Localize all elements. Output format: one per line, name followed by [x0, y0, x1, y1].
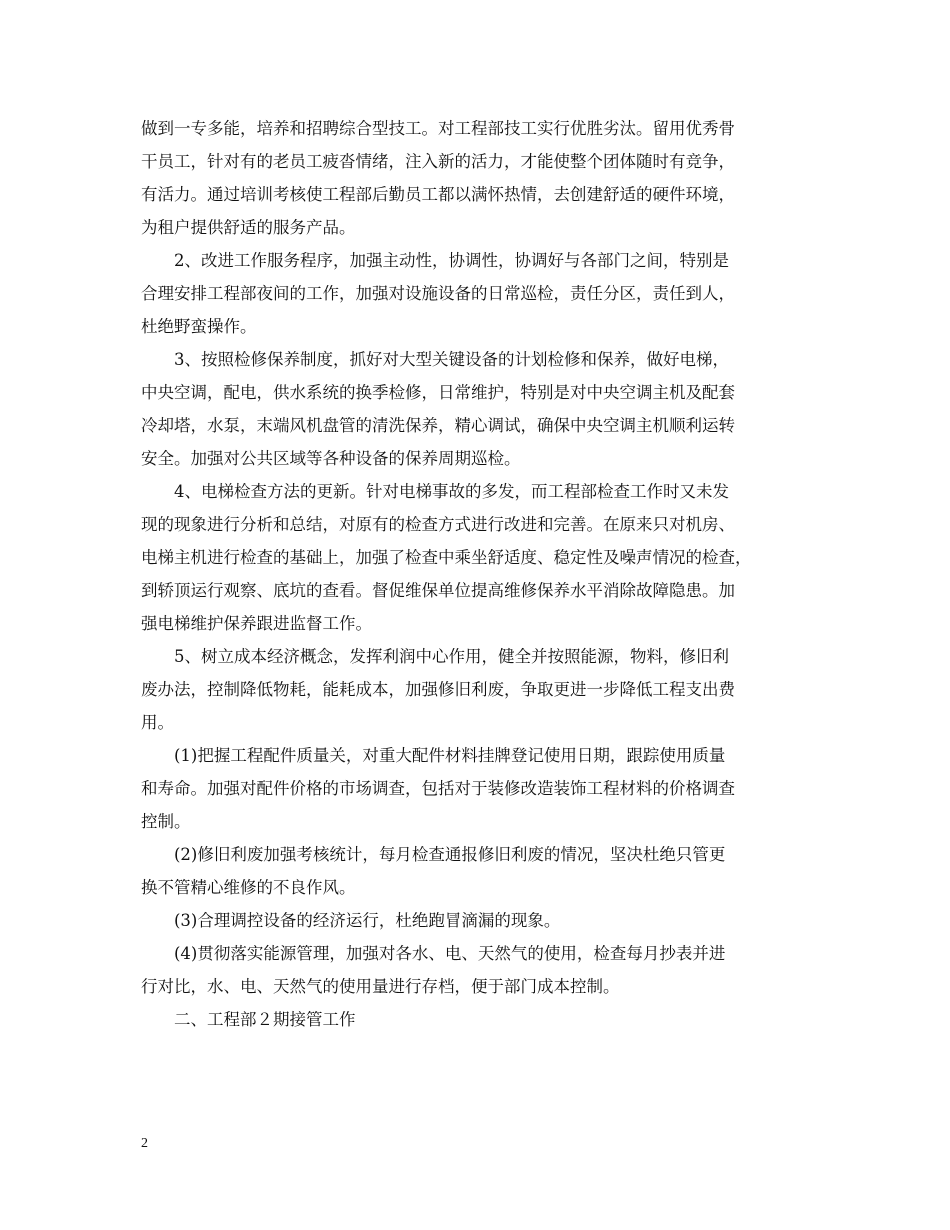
text-line: 做到一专多能，培养和招聘综合型技工。对工程部技工实行优胜劣汰。留用优秀骨 — [141, 119, 735, 138]
text-line: 电梯主机进行检查的基础上，加强了检查中乘坐舒适度、稳定性及噪声情况的检查， — [141, 548, 752, 567]
paragraph-start-line: (4)贯彻落实能源管理，加强对各水、电、天然气的使用，检查每月抄表并进 — [174, 944, 726, 963]
text-line: 到轿顶运行观察、底坑的查看。督促维保单位提高维修保养水平消除故障隐患。加 — [141, 581, 735, 600]
text-line: 用。 — [141, 713, 174, 732]
paragraph-start-line: 5、树立成本经济概念，发挥利润中心作用，健全并按照能源，物料，修旧利 — [174, 647, 729, 666]
text-line: 和寿命。加强对配件价格的市场调查，包括对于装修改造装饰工程材料的价格调查 — [141, 779, 735, 798]
paragraph-start-line: 4、电梯检查方法的更新。针对电梯事故的多发，而工程部检查工作时又未发 — [174, 482, 729, 501]
text-line: 杜绝野蛮操作。 — [141, 317, 257, 336]
paragraph-start-line: 2、改进工作服务程序，加强主动性，协调性，协调好与各部门之间，特别是 — [174, 251, 729, 270]
paragraph-start-line: (2)修旧利废加强考核统计，每月检查通报修旧利废的情况，坚决杜绝只管更 — [174, 845, 726, 864]
text-line: 废办法，控制降低物耗，能耗成本，加强修旧利废，争取更进一步降低工程支出费 — [141, 680, 735, 699]
text-line: 为租户提供舒适的服务产品。 — [141, 218, 356, 237]
document-body — [141, 112, 831, 1036]
text-line: 换不管精心维修的不良作风。 — [141, 878, 356, 897]
paragraph-start-line: 3、按照检修保养制度，抓好对大型关键设备的计划检修和保养，做好电梯， — [174, 350, 729, 369]
text-line: 中央空调，配电，供水系统的换季检修，日常维护，特别是对中央空调主机及配套 — [141, 383, 735, 402]
paragraph-start-line: (1)把握工程配件质量关，对重大配件材料挂牌登记使用日期，跟踪使用质量 — [174, 746, 726, 765]
text-line: 有活力。通过培训考核使工程部后勤员工都以满怀热情，去创建舒适的硬件环境， — [141, 185, 735, 204]
text-line: 强电梯维护保养跟进监督工作。 — [141, 614, 372, 633]
text-line: 冷却塔，水泵，末端风机盘管的清洗保养，精心调试，确保中央空调主机顺利运转 — [141, 416, 735, 435]
text-line: 合理安排工程部夜间的工作，加强对设施设备的日常巡检，责任分区，责任到人， — [141, 284, 735, 303]
paragraph-start-line: (3)合理调控设备的经济运行，杜绝跑冒滴漏的现象。 — [174, 911, 561, 930]
text-line: 行对比，水、电、天然气的使用量进行存档，便于部门成本控制。 — [141, 977, 620, 996]
text-line: 干员工，针对有的老员工疲沓情绪，注入新的活力，才能使整个团体随时有竞争， — [141, 152, 735, 171]
text-line: 现的现象进行分析和总结，对原有的检查方式进行改进和完善。在原来只对机房、 — [141, 515, 735, 534]
text-line: 安全。加强对公共区域等各种设备的保养周期巡检。 — [141, 449, 521, 468]
section-heading: 二、工程部２期接管工作 — [174, 1010, 356, 1029]
page-number: 2 — [141, 1136, 148, 1151]
text-line: 控制。 — [141, 812, 191, 831]
